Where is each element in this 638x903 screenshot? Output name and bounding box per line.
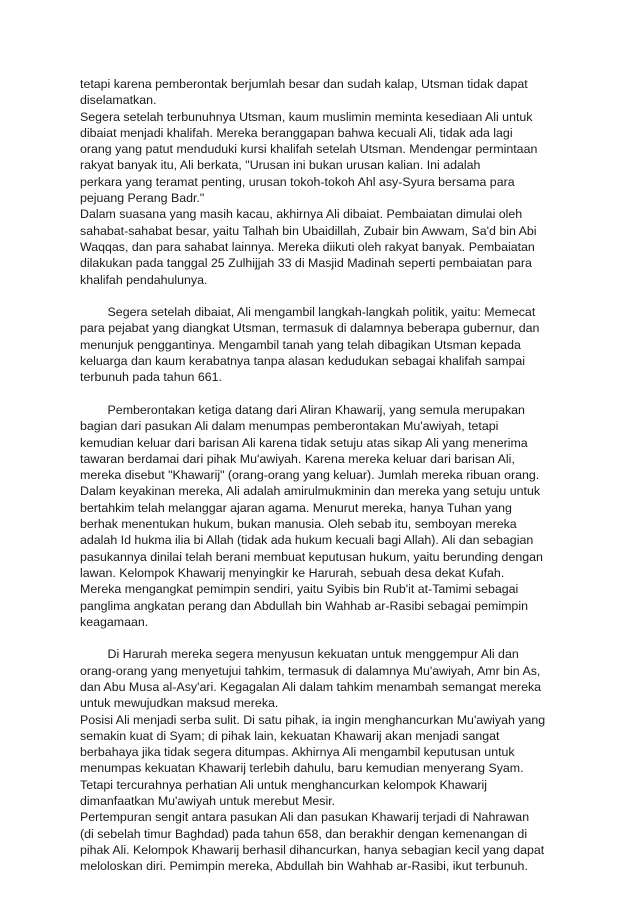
paragraph — [80, 402, 564, 630]
text-line: adalah Id hukma ilia bi Allah (tidak ada hukum kecuali bagi Allah). Ali dan sebagian — [80, 533, 534, 548]
text-line: Mereka mengangkat pemimpin sendiri, yaitu Syibis bin Rub'it at-Tamimi sebagai — [80, 582, 519, 597]
text-line: Dalam keyakinan mereka, Ali adalah amirulmukminin dan mereka yang setuju untuk — [80, 484, 541, 499]
text-line: (di sebelah timur Baghdad) pada tahun 658, dan berakhir dengan kemenangan di — [80, 826, 528, 841]
text-line: Dalam suasana yang masih kacau, akhirnya Ali dibaiat. Pembaiatan dimulai oleh — [80, 207, 523, 222]
paragraph-spacer — [80, 386, 564, 402]
text-line: para pejabat yang diangkat Utsman, termasuk di dalamnya beberapa gubernur, dan — [80, 321, 540, 336]
text-line: rakyat banyak itu, Ali berkata, "Urusan ini bukan urusan kalian. Ini adalah — [80, 158, 481, 173]
text-line: tetapi karena pemberontak berjumlah besar dan sudah kalap, Utsman tidak dapat — [80, 77, 528, 91]
text-line: keluarga dan kaum kerabatnya tanpa alasan kedudukan sebagai khalifah sampai — [80, 354, 525, 369]
paragraph-spacer — [80, 288, 564, 304]
text-line: terbunuh pada tahun 661. — [80, 370, 222, 385]
text-line: mereka disebut "Khawarij" (orang-orang yang keluar). Jumlah mereka ribuan orang. — [80, 468, 540, 483]
text-line: berbahaya jika tidak segera ditumpas. Akhirnya Ali mengambil keputusan untuk — [80, 745, 515, 760]
text-line: meloloskan diri. Pemimpin mereka, Abdullah bin Wahhab ar-Rasibi, ikut terbunuh. — [80, 859, 528, 874]
paragraph — [80, 304, 564, 385]
text-line: kemudian keluar dari barisan Ali karena tidak setuju atas sikap Ali yang menerima — [80, 435, 528, 450]
text-line: dilakukan pada tanggal 25 Zulhijjah 33 di Masjid Madinah seperti pembaiatan para — [80, 256, 532, 271]
paragraph — [80, 646, 564, 874]
text-line: berhak menentukan hukum, bukan manusia. Oleh sebab itu, semboyan mereka — [80, 517, 517, 532]
text-line: lawan. Kelompok Khawarij menyingkir ke Harurah, sebuah desa dekat Kufah. — [80, 565, 505, 580]
text-line: pasukannya dinilai telah berani membuat keputusan hukum, yaitu berunding dengan — [80, 549, 543, 564]
text-line: dimanfaatkan Mu'awiyah untuk merebut Mesir. — [80, 794, 336, 809]
text-line: menunjuk penggantinya. Mengambil tanah yang telah dibagikan Utsman kepada — [80, 337, 521, 352]
text-line: diselamatkan. — [80, 93, 157, 108]
text-line: dan Abu Musa al-Asy'ari. Kegagalan Ali dalam tahkim menambah semangat mereka — [80, 679, 542, 694]
text-line: Posisi Ali menjadi serba sulit. Di satu pihak, ia ingin menghancurkan Mu'awiyah yang — [80, 712, 546, 727]
text-line: bertahkim telah melanggar ajaran agama. Menurut mereka, hanya Tuhan yang — [80, 500, 512, 515]
text-line: dibaiat menjadi khalifah. Mereka beranggapan bahwa kecuali Ali, tidak ada lagi — [80, 125, 513, 140]
text-line: pihak Ali. Kelompok Khawarij berhasil dihancurkan, hanya sebagian kecil yang dapat — [80, 842, 545, 857]
text-line: khalifah pendahulunya. — [80, 272, 208, 287]
text-line: orang-orang yang menyetujui tahkim, termasuk di dalamnya Mu'awiyah, Amr bin As, — [80, 663, 541, 678]
text-line: Segera setelah terbunuhnya Utsman, kaum muslimin meminta kesediaan Ali untuk — [80, 109, 533, 124]
text-line: sahabat-sahabat besar, yaitu Talhah bin Ubaidillah, Zubair bin Awwam, Sa'd bin Abi — [80, 223, 537, 238]
text-line: Di Harurah mereka segera menyusun kekuatan untuk menggempur Ali dan — [80, 647, 519, 662]
text-line: Waqqas, dan para sahabat lainnya. Mereka diikuti oleh rakyat banyak. Pembaiatan — [80, 239, 535, 254]
text-line: menumpas kekuatan Khawarij terlebih dahulu, baru kemudian menyerang Syam. — [80, 761, 524, 776]
text-line: panglima angkatan perang dan Abdullah bin Wahhab ar-Rasibi sebagai pemimpin — [80, 598, 528, 613]
document-page — [80, 76, 564, 875]
text-line: semakin kuat di Syam; di pihak lain, kekuatan Khawarij akan menjadi sangat — [80, 728, 500, 743]
paragraph-spacer — [80, 630, 564, 646]
text-line: Pertempuran sengit antara pasukan Ali dan pasukan Khawarij terjadi di Nahrawan — [80, 810, 530, 825]
text-line: pejuang Perang Badr." — [80, 191, 205, 206]
text-line: tawaran berdamai dari pihak Mu'awiyah. Karena mereka keluar dari barisan Ali, — [80, 451, 515, 466]
text-line: bagian dari pasukan Ali dalam menumpas pemberontakan Mu'awiyah, tetapi — [80, 419, 499, 434]
text-line: Pemberontakan ketiga datang dari Aliran Khawarij, yang semula merupakan — [80, 402, 525, 417]
text-line: orang yang patut menduduki kursi khalifah setelah Utsman. Mendengar permintaan — [80, 142, 538, 157]
paragraph — [80, 76, 564, 288]
text-line: untuk mewujudkan maksud mereka. — [80, 696, 279, 711]
text-line: Tetapi tercurahnya perhatian Ali untuk menghancurkan kelompok Khawarij — [80, 777, 488, 792]
text-line: perkara yang teramat penting, urusan tokoh-tokoh Ahl asy-Syura bersama para — [80, 174, 515, 189]
text-line: Segera setelah dibaiat, Ali mengambil langkah-langkah politik, yaitu: Memecat — [80, 305, 536, 320]
text-line: keagamaan. — [80, 614, 149, 629]
